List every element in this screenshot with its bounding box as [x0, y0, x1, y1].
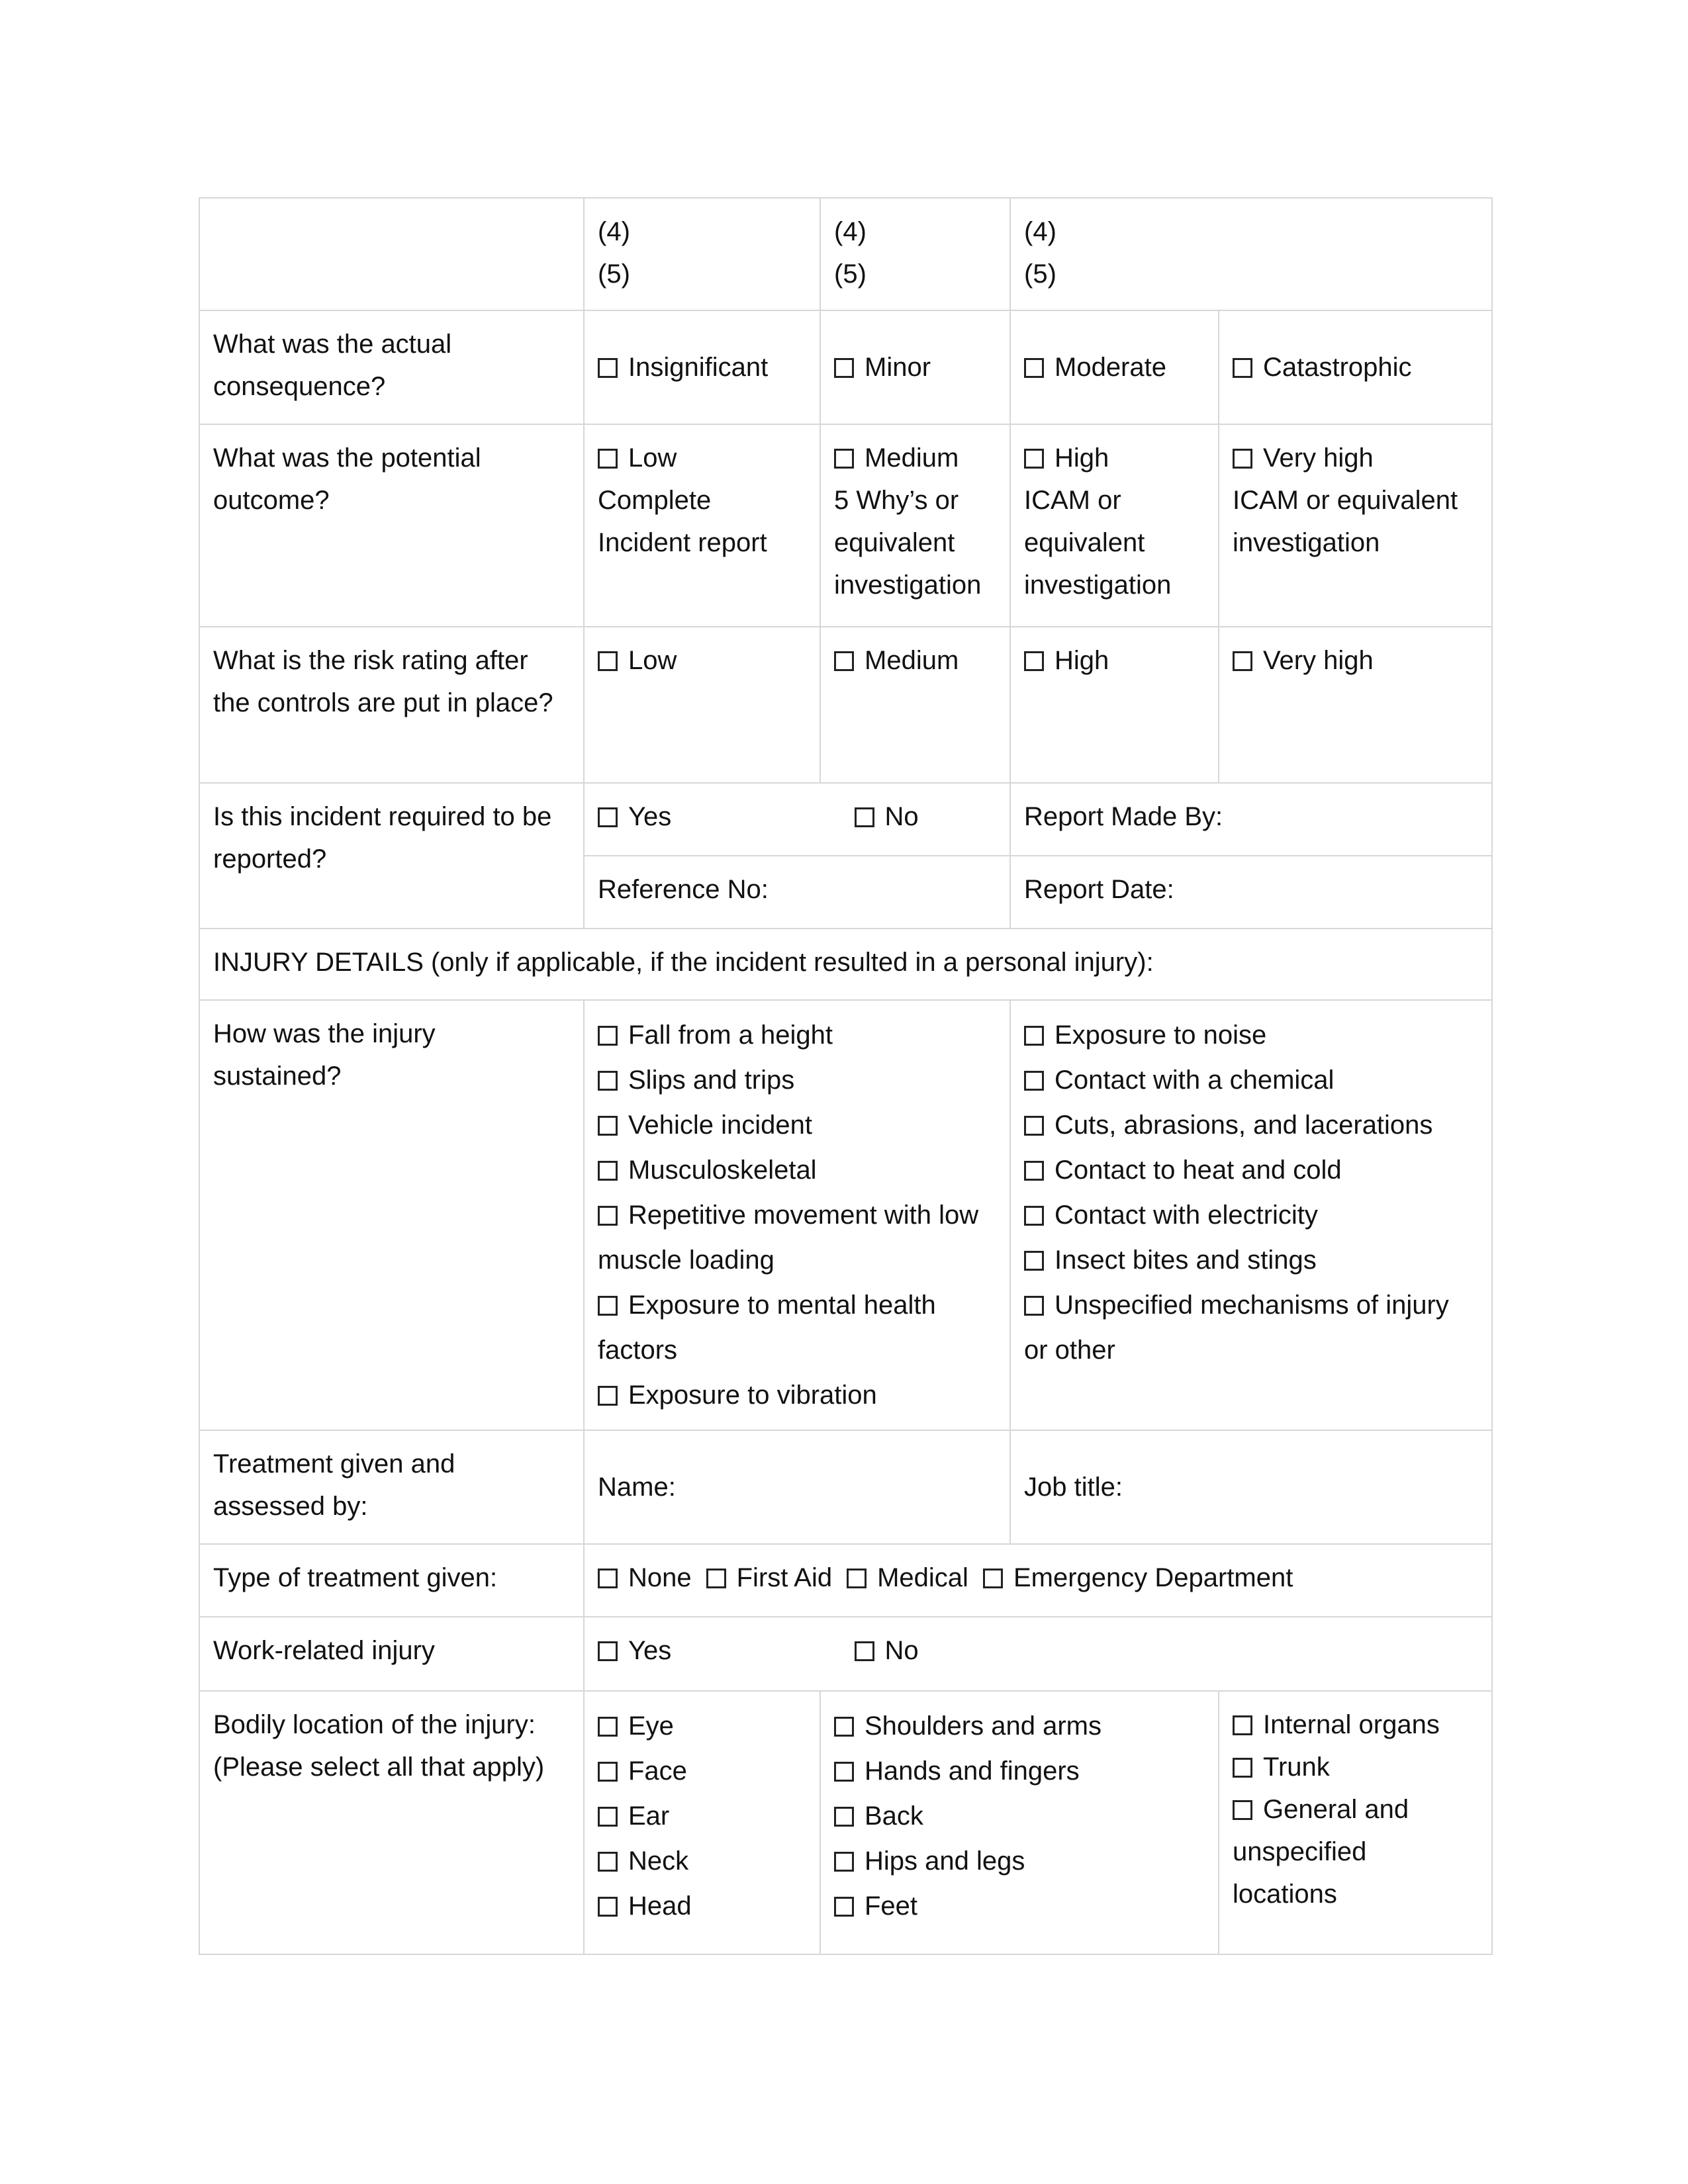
outcome-option-high[interactable] — [1009, 424, 1219, 627]
reported-no-label: No — [884, 802, 919, 831]
treatment-type-emergency: Emergency Department — [1013, 1563, 1293, 1592]
checkbox-icon[interactable] — [834, 1852, 854, 1872]
checkbox-option-label: Hands and fingers — [865, 1756, 1080, 1786]
consequence-option-insignificant[interactable] — [583, 310, 821, 425]
checkbox-option-label: Hips and legs — [865, 1846, 1025, 1876]
checkbox-option-label: Shoulders and arms — [865, 1711, 1102, 1741]
reported-label: Is this incident required to be reported? — [199, 782, 585, 929]
treatment-type-label: Type of treatment given: — [199, 1543, 585, 1617]
checkbox-option-label: Vehicle incident — [628, 1111, 812, 1140]
checkbox-icon[interactable] — [1024, 1071, 1044, 1091]
checkbox-icon[interactable] — [598, 1116, 618, 1136]
option-label: Minor — [865, 353, 931, 382]
option-label: Low — [628, 646, 677, 675]
reference-no-field[interactable]: Reference No: — [583, 855, 1011, 929]
checkbox-option[interactable] — [598, 1884, 806, 1929]
option-label: Medium — [865, 646, 959, 675]
checkbox-option[interactable] — [1233, 1788, 1478, 1915]
consequence-label: What was the actual consequence? — [199, 310, 585, 425]
checkbox-icon[interactable] — [1024, 1296, 1044, 1316]
risk-option-high[interactable] — [1009, 626, 1219, 784]
bodily-options-col2 — [820, 1690, 1219, 1955]
checkbox-option-label: Face — [628, 1756, 687, 1786]
checkbox-icon[interactable] — [598, 1161, 618, 1181]
checkbox-option[interactable] — [598, 1749, 806, 1794]
header-col1 — [583, 197, 821, 311]
sustained-options-left — [583, 999, 1011, 1431]
incident-form-table — [199, 197, 1493, 1955]
header-col2-line2: (5) — [834, 259, 867, 289]
checkbox-icon[interactable] — [1233, 651, 1252, 671]
bodily-options-col3 — [1218, 1690, 1493, 1955]
option-note: investigation — [1024, 570, 1172, 600]
checkbox-icon[interactable] — [598, 1641, 618, 1661]
consequence-option-moderate[interactable] — [1009, 310, 1219, 425]
risk-option-very-high[interactable] — [1218, 626, 1493, 784]
checkbox-icon[interactable] — [834, 1717, 854, 1737]
checkbox-option[interactable] — [1024, 1148, 1478, 1193]
risk-label: What is the risk rating after the controls are put in place? — [199, 626, 585, 784]
checkbox-icon[interactable] — [834, 449, 854, 469]
checkbox-option-label: Back — [865, 1801, 923, 1831]
checkbox-icon[interactable] — [1024, 1206, 1044, 1226]
option-note: ICAM or equivalent — [1233, 486, 1458, 515]
checkbox-icon[interactable] — [598, 1852, 618, 1872]
checkbox-option[interactable] — [1024, 1238, 1478, 1283]
outcome-label: What was the potential outcome? — [199, 424, 585, 627]
checkbox-option[interactable] — [1024, 1103, 1478, 1148]
option-label: Low — [628, 443, 677, 473]
option-label: High — [1055, 646, 1109, 675]
header-col3-line1: (4) — [1024, 217, 1056, 246]
checkbox-icon[interactable] — [598, 807, 618, 827]
checkbox-option-label: Contact to heat and cold — [1055, 1156, 1342, 1185]
checkbox-icon[interactable] — [1024, 449, 1044, 469]
checkbox-icon[interactable] — [706, 1569, 726, 1588]
treatment-name-label: Name: — [598, 1473, 676, 1502]
checkbox-icon[interactable] — [1024, 1026, 1044, 1046]
treatment-type-none: None — [628, 1563, 692, 1592]
checkbox-icon[interactable] — [598, 449, 618, 469]
checkbox-option-label: Eye — [628, 1711, 674, 1741]
checkbox-option-label: Cuts, abrasions, and lacerations — [1055, 1111, 1433, 1140]
header-col2 — [820, 197, 1011, 311]
checkbox-icon[interactable] — [1233, 1800, 1252, 1820]
checkbox-icon[interactable] — [1233, 358, 1252, 378]
option-label: Insignificant — [628, 353, 769, 382]
option-note: 5 Why’s or — [834, 486, 959, 515]
header-col1-line2: (5) — [598, 259, 630, 289]
checkbox-icon[interactable] — [983, 1569, 1003, 1588]
treatment-job-title-label: Job title: — [1024, 1473, 1123, 1502]
work-related-no: No — [884, 1636, 919, 1665]
checkbox-option[interactable] — [598, 1193, 996, 1283]
work-related-options — [583, 1616, 1493, 1692]
checkbox-icon[interactable] — [834, 651, 854, 671]
checkbox-icon[interactable] — [598, 1026, 618, 1046]
checkbox-icon[interactable] — [598, 1807, 618, 1827]
checkbox-option[interactable] — [598, 1794, 806, 1839]
work-related-label: Work-related injury — [199, 1616, 585, 1692]
risk-option-low[interactable] — [583, 626, 821, 784]
checkbox-icon[interactable] — [847, 1569, 867, 1588]
checkbox-option[interactable] — [834, 1704, 1205, 1749]
report-made-by-field[interactable]: Report Made By: — [1009, 782, 1493, 856]
checkbox-option[interactable] — [834, 1839, 1205, 1884]
header-col2-line1: (4) — [834, 217, 867, 246]
header-empty-cell — [199, 197, 585, 311]
checkbox-option-label: General and unspecified locations — [1233, 1795, 1409, 1909]
treatment-type-medical: Medical — [877, 1563, 968, 1592]
checkbox-icon[interactable] — [855, 1641, 874, 1661]
checkbox-option-label: Exposure to noise — [1055, 1021, 1267, 1050]
checkbox-icon[interactable] — [598, 651, 618, 671]
injury-details-heading: INJURY DETAILS (only if applicable, if the incident resulted in a personal injury): — [199, 928, 1493, 1001]
checkbox-icon[interactable] — [598, 1386, 618, 1406]
checkbox-option-label: Contact with electricity — [1055, 1201, 1318, 1230]
checkbox-icon[interactable] — [1024, 651, 1044, 671]
checkbox-option[interactable] — [598, 1839, 806, 1884]
work-related-yes: Yes — [628, 1636, 672, 1665]
checkbox-option[interactable] — [598, 1058, 996, 1103]
treatment-type-options — [583, 1543, 1493, 1617]
checkbox-icon[interactable] — [1024, 1116, 1044, 1136]
checkbox-icon[interactable] — [1233, 449, 1252, 469]
checkbox-icon[interactable] — [834, 1897, 854, 1917]
report-date-field[interactable]: Report Date: — [1009, 855, 1493, 929]
checkbox-option-label: Trunk — [1263, 1752, 1330, 1782]
checkbox-icon[interactable] — [598, 1717, 618, 1737]
option-note: investigation — [1233, 528, 1380, 557]
checkbox-icon[interactable] — [598, 1071, 618, 1091]
checkbox-option-label: Exposure to mental health factors — [598, 1291, 936, 1365]
treatment-label: Treatment given and assessed by: — [199, 1430, 585, 1545]
checkbox-icon[interactable] — [598, 1897, 618, 1917]
consequence-option-minor[interactable] — [820, 310, 1011, 425]
option-label: High — [1055, 443, 1109, 473]
checkbox-option-label: Head — [628, 1891, 692, 1921]
checkbox-icon[interactable] — [834, 1807, 854, 1827]
checkbox-option-label: Exposure to vibration — [628, 1381, 877, 1410]
option-note: ICAM or — [1024, 486, 1121, 515]
option-note: Complete — [598, 486, 712, 515]
checkbox-option[interactable] — [1024, 1193, 1478, 1238]
checkbox-option[interactable] — [1024, 1058, 1478, 1103]
checkbox-option-label: Contact with a chemical — [1055, 1066, 1335, 1095]
sustained-label: How was the injury sustained? — [199, 999, 585, 1431]
checkbox-option-label: Ear — [628, 1801, 670, 1831]
option-label: Catastrophic — [1263, 353, 1412, 382]
checkbox-icon[interactable] — [598, 358, 618, 378]
option-note: equivalent — [1024, 528, 1145, 557]
outcome-option-very-high[interactable] — [1218, 424, 1493, 627]
checkbox-option[interactable] — [1233, 1704, 1478, 1746]
bodily-label: Bodily location of the injury: (Please select all that apply) — [199, 1690, 585, 1955]
treatment-type-first-aid: First Aid — [736, 1563, 833, 1592]
checkbox-icon[interactable] — [598, 1206, 618, 1226]
checkbox-option-label: Musculoskeletal — [628, 1156, 817, 1185]
checkbox-option[interactable] — [598, 1148, 996, 1193]
checkbox-option-label: Fall from a height — [628, 1021, 833, 1050]
header-col1-line1: (4) — [598, 217, 630, 246]
bodily-options-col1 — [583, 1690, 821, 1955]
checkbox-option[interactable] — [598, 1013, 996, 1058]
outcome-option-low[interactable] — [583, 424, 821, 627]
consequence-option-catastrophic[interactable] — [1218, 310, 1493, 425]
checkbox-option-label: Unspecified mechanisms of injury or other — [1024, 1291, 1449, 1365]
header-col3-line2: (5) — [1024, 259, 1056, 289]
checkbox-option[interactable] — [598, 1704, 806, 1749]
checkbox-option-label: Neck — [628, 1846, 689, 1876]
option-note: investigation — [834, 570, 982, 600]
header-col3 — [1009, 197, 1493, 311]
checkbox-icon[interactable] — [598, 1296, 618, 1316]
checkbox-icon[interactable] — [598, 1762, 618, 1782]
checkbox-icon[interactable] — [1024, 358, 1044, 378]
risk-option-medium[interactable] — [820, 626, 1011, 784]
sustained-options-right — [1009, 999, 1493, 1431]
checkbox-icon[interactable] — [598, 1569, 618, 1588]
checkbox-option[interactable] — [598, 1373, 996, 1418]
checkbox-option[interactable] — [1024, 1283, 1478, 1373]
option-note: Incident report — [598, 528, 767, 557]
reported-yes-no — [583, 782, 1011, 856]
outcome-option-medium[interactable] — [820, 424, 1011, 627]
treatment-job-title-field[interactable] — [1009, 1430, 1493, 1545]
checkbox-icon[interactable] — [855, 807, 874, 827]
checkbox-icon[interactable] — [1233, 1715, 1252, 1735]
checkbox-icon[interactable] — [834, 358, 854, 378]
checkbox-option-label: Insect bites and stings — [1055, 1246, 1317, 1275]
checkbox-option[interactable] — [834, 1884, 1205, 1929]
checkbox-option-label: Internal organs — [1263, 1710, 1440, 1739]
option-label: Very high — [1263, 646, 1374, 675]
option-note: equivalent — [834, 528, 955, 557]
checkbox-option[interactable] — [834, 1749, 1205, 1794]
reported-yes-label: Yes — [628, 802, 672, 831]
checkbox-option-label: Feet — [865, 1891, 918, 1921]
checkbox-option-label: Repetitive movement with low muscle loading — [598, 1201, 979, 1275]
checkbox-option[interactable] — [598, 1103, 996, 1148]
checkbox-option-label: Slips and trips — [628, 1066, 795, 1095]
checkbox-option[interactable] — [598, 1283, 996, 1373]
treatment-name-field[interactable] — [583, 1430, 1011, 1545]
checkbox-icon[interactable] — [1024, 1161, 1044, 1181]
checkbox-icon[interactable] — [834, 1762, 854, 1782]
checkbox-option[interactable] — [1024, 1013, 1478, 1058]
option-label: Medium — [865, 443, 959, 473]
checkbox-icon[interactable] — [1024, 1251, 1044, 1271]
option-label: Very high — [1263, 443, 1374, 473]
checkbox-icon[interactable] — [1233, 1758, 1252, 1778]
checkbox-option[interactable] — [834, 1794, 1205, 1839]
option-label: Moderate — [1055, 353, 1166, 382]
checkbox-option[interactable] — [1233, 1746, 1478, 1788]
